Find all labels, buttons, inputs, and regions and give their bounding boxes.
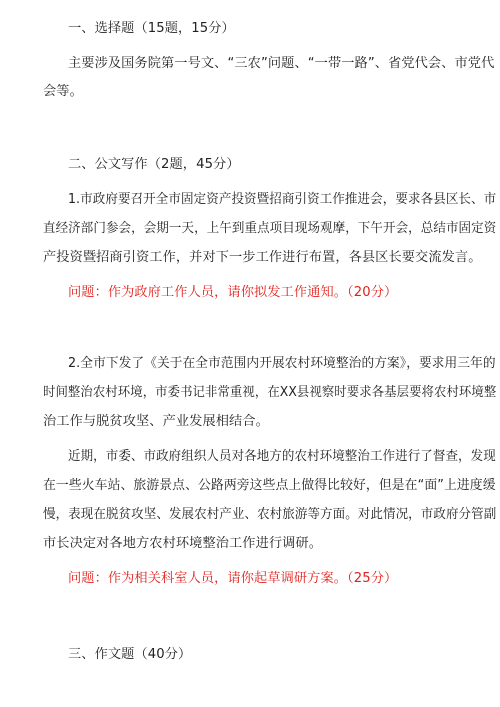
question-1-prompt: 问题：作为政府工作人员，请你拟发工作通知。（20分） [68,285,398,300]
question-2-prompt: 问题：作为相关科室人员，请你起草调研方案。（25分） [68,571,398,586]
question-2-paragraph-2-line-3: 慢，表现在脱贫攻坚、发展农村产业、农村旅游等方面。对此情况，市政府分管副 [43,507,497,522]
section-3-heading: 三、作文题（40分） [68,647,192,662]
question-2-body-line-1: 2.全市下发了《关于在全市范围内开展农村环境整治的方案》，要求用三年的 [68,356,496,371]
question-2-paragraph-2-line-4: 市长决定对各地方农村环境整治工作进行调研。 [43,536,323,551]
section-2-heading: 二、公文写作（2题，45分） [68,157,240,172]
section-1-body-line-1: 主要涉及国务院第一号文、“三农”问题、“一带一路”、省党代会、市党代 [68,56,495,71]
question-2-body-line-2: 时间整治农村环境，市委书记非常重视，在XX县视察时要求各基层要将农村环境整 [43,385,497,400]
question-2-body-line-3: 治工作与脱贫攻坚、产业发展相结合。 [43,414,269,429]
section-1-body-line-2: 会等。 [43,84,83,99]
question-2-paragraph-2-line-1: 近期，市委、市政府组织人员对各地方的农村环境整治工作进行了督查，发现 [68,449,496,464]
question-1-body-line-2: 直经济部门参会，会期一天，上午到重点项目现场观摩，下午开会，总结市固定资 [43,221,497,236]
question-1-body-line-3: 产投资暨招商引资工作，并对下一步工作进行布置，各县区长要交流发言。 [43,250,482,265]
question-2-paragraph-2-line-2: 在一些火车站、旅游景点、公路两旁这些点上做得比较好，但是在“面”上进度缓 [43,478,496,493]
section-1-heading: 一、选择题（15题，15分） [68,21,235,36]
question-1-body-line-1: 1.市政府要召开全市固定资产投资暨招商引资工作推进会，要求各县区长、市 [68,192,497,207]
